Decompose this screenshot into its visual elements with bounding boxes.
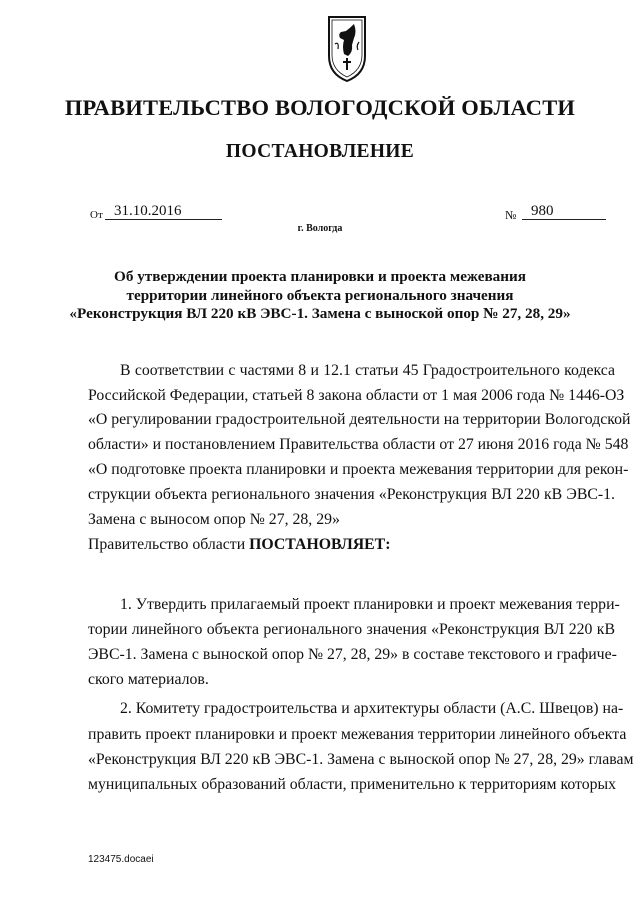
item1-line: тории линейного объекта регионального значения «Реконструкция ВЛ 220 кВ [88,621,615,638]
coat-of-arms-emblem [326,14,368,84]
preamble-line: Замена с выносом опор № 27, 28, 29» [88,511,340,528]
subject-line: Об утверждении проекта планировки и проекта межевания [114,268,526,285]
resolve-line [88,536,615,554]
date-underline [105,219,222,220]
document-date: 31.10.2016 [114,203,182,219]
document-type-title: ПОСТАНОВЛЕНИЕ [225,141,415,162]
city-label: г. Вологда [297,223,343,234]
number-prefix: № [505,208,517,222]
file-name-footer: 123475.docaei [88,854,154,865]
item2-line: «Реконструкция ВЛ 220 кВ ЭВС-1. Замена с выноской опор № 27, 28, 29» главам [88,751,634,768]
vologda-coat-of-arms-icon [326,14,368,84]
resolve-prefix: Правительство области [88,536,250,553]
item2-line: 2. Комитету градостроительства и архитектуры области (А.С. Швецов) на- [120,700,624,717]
item1-line: ЭВС-1. Замена с выноской опор № 27, 28, 29» в составе текстового и графиче- [88,646,617,663]
item1-line: ского материалов. [88,671,209,688]
resolve-word: ПОСТАНОВЛЯЕТ: [249,536,391,553]
item2-line: муниципальных образований области, применительно к территориям которых [88,776,617,793]
date-prefix: От [90,209,103,221]
number-underline [522,219,606,220]
organization-title: ПРАВИТЕЛЬСТВО ВОЛОГОДСКОЙ ОБЛАСТИ [64,95,576,120]
preamble-line: струкции объекта регионального значения «Реконструкция ВЛ 220 кВ ЭВС-1. [88,486,615,503]
document-number: 980 [531,203,554,219]
item2-line: править проект планировки и проект межевания территории линейного объекта [88,726,627,743]
preamble-line: «О подготовке проекта планировки и проекта межевания территории для рекон- [88,461,629,478]
subject-line: «Реконструкция ВЛ 220 кВ ЭВС-1. Замена с выноской опор № 27, 28, 29» [69,305,571,322]
preamble-line: В соответствии с частями 8 и 12.1 статьи 45 Градостроительного кодекса [120,362,615,379]
item1-line: 1. Утвердить прилагаемый проект планировки и проект межевания терри- [120,596,620,613]
preamble-line: «О регулировании градостроительной деятельности на территории Вологодской [88,411,631,428]
preamble-line: области» и постановлением Правительства области от 27 июня 2016 года № 548 [88,436,629,453]
preamble-line: Российской Федерации, статьей 8 закона области от 1 мая 2006 года № 1446-ОЗ [88,387,625,404]
subject-line: территории линейного объекта регионального значения [126,287,514,304]
